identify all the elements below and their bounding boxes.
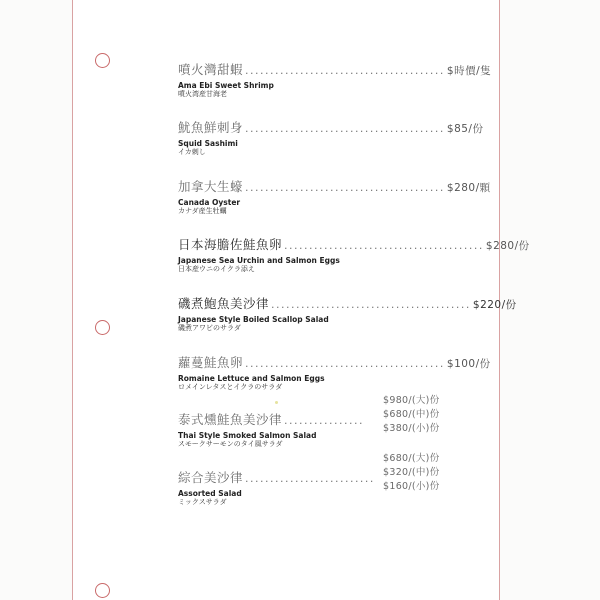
item-name-zh: 日本海膽佐鮭魚卵: [178, 237, 283, 252]
item-name-zh: 蘿蔓鮭魚卵: [178, 355, 244, 370]
menu-item: [178, 410, 378, 449]
item-name-en: Ama Ebi Sweet Shrimp: [178, 81, 274, 90]
item-name-en: Assorted Salad: [178, 489, 242, 498]
size-price-list: [383, 394, 453, 436]
item-name-zh: 綜合美沙律: [178, 470, 244, 485]
leader-dots: ........................................: [245, 357, 445, 370]
item-price: $220/份: [472, 299, 517, 311]
leader-dots: ........................................: [271, 298, 471, 311]
menu-item: [178, 353, 491, 392]
item-name-zh: 加拿大生蠔: [178, 179, 244, 194]
price-small: $380/(小)份: [383, 423, 440, 434]
paper-speck: [275, 401, 278, 404]
item-price: $100/份: [446, 358, 491, 370]
price-large: $680/(大)份: [383, 453, 440, 464]
leader-dots: ................: [284, 414, 364, 427]
item-price: $85/份: [446, 123, 484, 135]
item-name-jp: ミックスサラダ: [178, 498, 227, 506]
leader-dots: ........................................: [284, 239, 484, 252]
item-name-jp: 噴火湾産甘海老: [178, 90, 227, 98]
price-medium: $680/(中)份: [383, 409, 440, 420]
size-price-list: [383, 452, 453, 494]
item-name-jp: ロメインレタスとイクラのサラダ: [178, 383, 283, 391]
leader-dots: ........................................: [245, 181, 445, 194]
item-name-en: Canada Oyster: [178, 198, 241, 207]
menu-item: [178, 118, 484, 157]
binder-hole-icon: [95, 53, 110, 68]
item-name-zh: 磯煮鮑魚美沙律: [178, 296, 270, 311]
item-price: $時價/隻: [446, 65, 492, 77]
price-medium: $320/(中)份: [383, 467, 440, 478]
item-name-jp: イカ刺し: [178, 148, 206, 156]
menu-item: [178, 235, 530, 274]
menu-item: [178, 177, 491, 216]
price-small: $160/(小)份: [383, 481, 440, 492]
binder-hole-icon: [95, 583, 110, 598]
menu-item: [178, 60, 492, 99]
leader-dots: ........................................: [245, 64, 445, 77]
item-name-en: Japanese Sea Urchin and Salmon Eggs: [178, 256, 340, 265]
item-price: $280/份: [485, 240, 530, 252]
item-name-jp: スモークサーモンのタイ風サラダ: [178, 440, 283, 448]
item-name-jp: カナダ産生牡蠣: [178, 207, 227, 215]
item-price: $280/顆: [446, 182, 491, 194]
item-name-en: Romaine Lettuce and Salmon Eggs: [178, 374, 325, 383]
price-large: $980/(大)份: [383, 395, 440, 406]
binder-hole-icon: [95, 320, 110, 335]
menu-item: [178, 294, 517, 333]
item-name-en: Thai Style Smoked Salmon Salad: [178, 431, 317, 440]
item-name-jp: 日本産ウニのイクラ添え: [178, 265, 255, 273]
item-name-zh: 魷魚鮮刺身: [178, 120, 244, 135]
item-name-en: Squid Sashimi: [178, 139, 238, 148]
item-name-zh: 泰式燻鮭魚美沙律: [178, 412, 283, 427]
menu-item: [178, 468, 378, 507]
leader-dots: ..........................: [245, 472, 375, 485]
item-name-jp: 磯煮アワビのサラダ: [178, 324, 241, 332]
item-name-zh: 噴火灣甜蝦: [178, 62, 244, 77]
item-name-en: Japanese Style Boiled Scallop Salad: [178, 315, 329, 324]
leader-dots: ........................................: [245, 122, 445, 135]
